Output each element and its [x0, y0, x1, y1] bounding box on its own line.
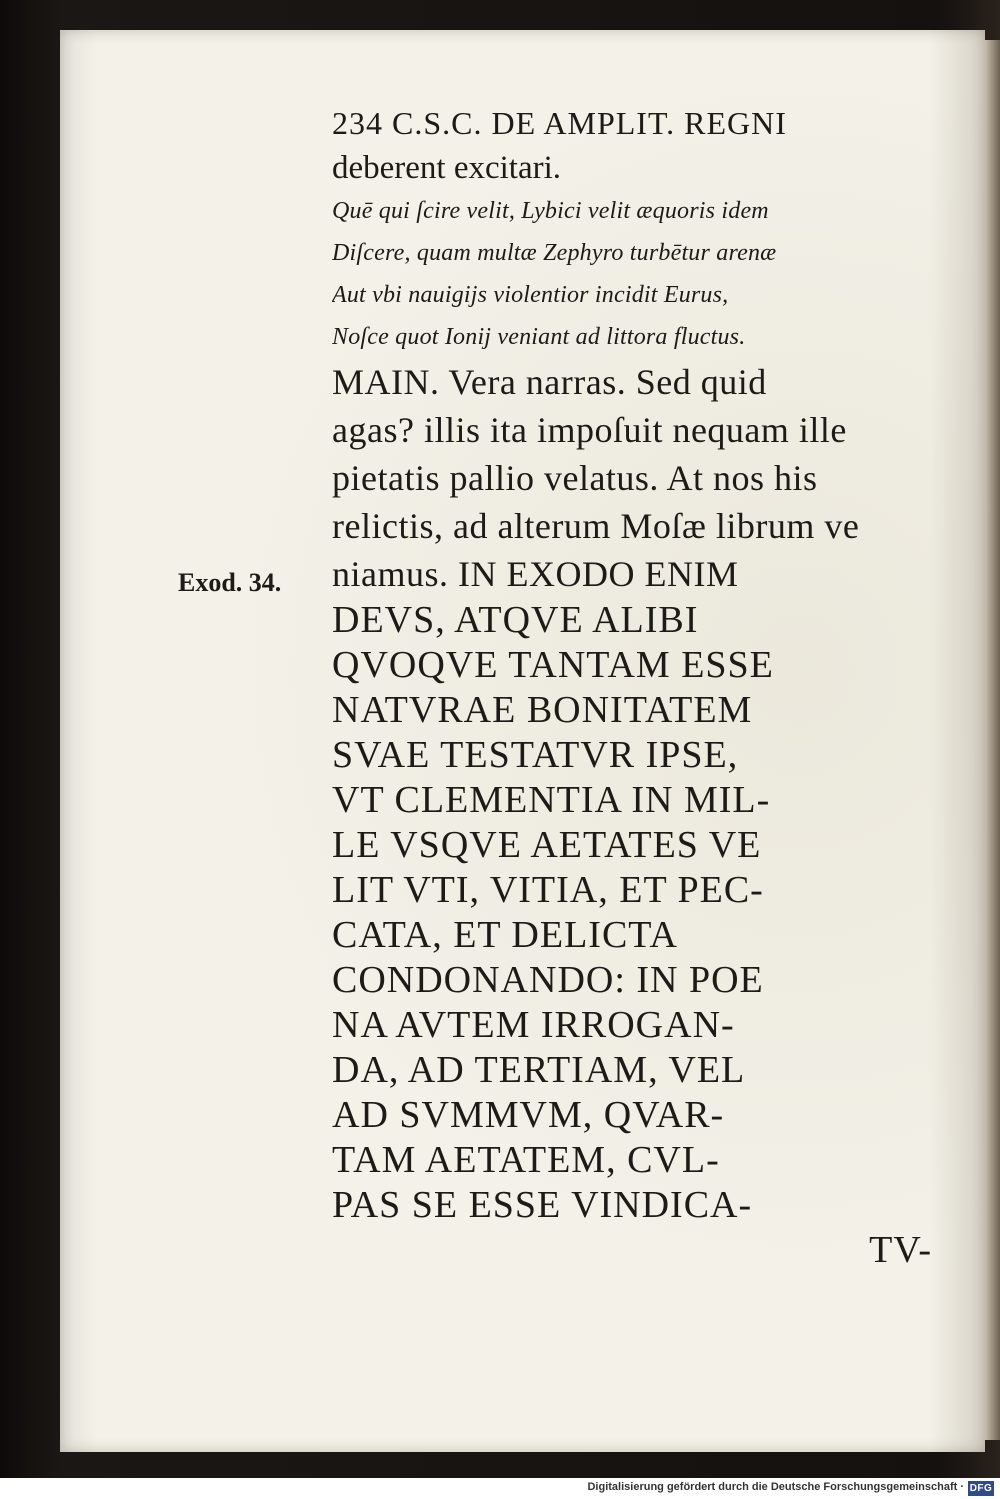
- text-line-10: niamus. IN EXODO ENIM: [332, 554, 739, 594]
- verse-line-2: Diſcere, quam multæ Zephyro turbētur arenæ: [332, 240, 777, 266]
- text-line-6: MAIN. Vera narras. Sed quid: [332, 362, 767, 402]
- caps-line-9: CONDONANDO: IN POE: [332, 959, 764, 1001]
- page-text: [332, 100, 932, 1273]
- footer-bar: [0, 1478, 1000, 1499]
- caps-line-3: NATVRAE BONITATEM: [332, 689, 753, 731]
- margin-note: Exod. 34.: [178, 568, 282, 597]
- verse-line-4: Noſce quot Ionij veniant ad littora fluctus.: [332, 324, 746, 350]
- catchword: TV-: [869, 1229, 932, 1271]
- caps-line-6: LE VSQVE AETATES VE: [332, 824, 762, 866]
- footer-credit: Digitalisierung gefördert durch die Deutsche Forschungsgemeinschaft ·: [587, 1481, 964, 1493]
- caps-line-4: SVAE TESTATVR IPSE,: [332, 734, 739, 776]
- running-title: 234 C.S.C. DE AMPLIT. REGNI: [332, 105, 787, 141]
- caps-line-10: NA AVTEM IRROGAN-: [332, 1004, 735, 1046]
- verse-line-1: Quē qui ſcire velit, Lybici velit æquoris idem: [332, 198, 769, 224]
- text-line-9: relictis, ad alterum Moſæ librum ve: [332, 506, 860, 546]
- text-line-7: agas? illis ita impoſuit nequam ille: [332, 410, 847, 450]
- dfg-logo: DFG: [969, 1483, 993, 1494]
- caps-line-13: TAM AETATEM, CVL-: [332, 1139, 720, 1181]
- caps-line-8: CATA, ET DELICTA: [332, 914, 678, 956]
- text-line-8: pietatis pallio velatus. At nos his: [332, 458, 818, 498]
- caps-line-1: DEVS, ATQVE ALIBI: [332, 599, 699, 641]
- verse-line-3: Aut vbi nauigijs violentior incidit Eurus,: [332, 282, 729, 308]
- text-line-1: deberent excitari.: [332, 150, 562, 186]
- caps-line-14: PAS SE ESSE VINDICA-: [332, 1184, 753, 1226]
- caps-line-2: QVOQVE TANTAM ESSE: [332, 644, 774, 686]
- caps-line-12: AD SVMMVM, QVAR-: [332, 1094, 725, 1136]
- caps-line-5: VT CLEMENTIA IN MIL-: [332, 779, 771, 821]
- caps-line-11: DA, AD TERTIAM, VEL: [332, 1049, 746, 1091]
- caps-line-7: LIT VTI, VITIA, ET PEC-: [332, 869, 764, 911]
